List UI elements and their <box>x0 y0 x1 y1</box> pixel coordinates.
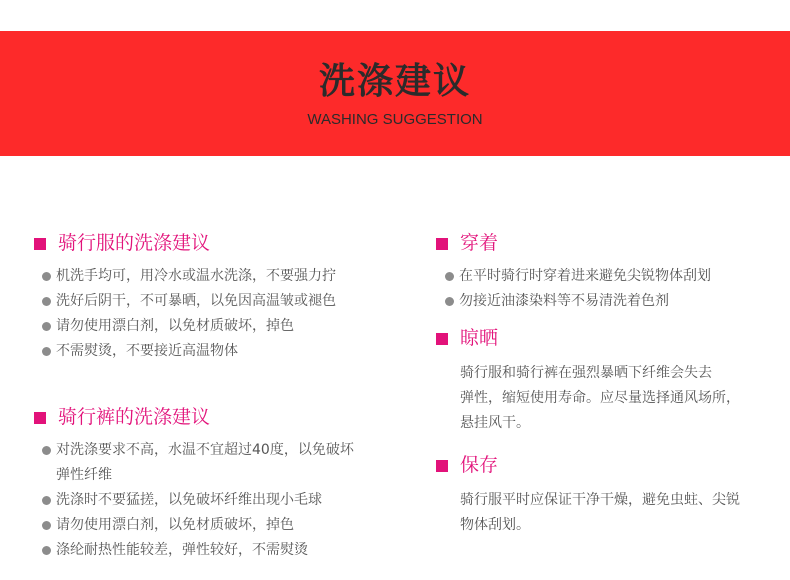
drying-line: 弹性，缩短使用寿命。应尽量选择通风场所， <box>460 390 740 406</box>
bullet-dot-icon <box>42 297 51 306</box>
square-bullet-icon <box>34 412 46 424</box>
bullet-dot-icon <box>42 347 51 356</box>
bullet-dot-icon <box>42 496 51 505</box>
bullet-dot-icon <box>42 272 51 281</box>
square-bullet-icon <box>34 238 46 250</box>
square-bullet-icon <box>436 333 448 345</box>
bullet-dot-icon <box>445 272 454 281</box>
drying-line: 骑行服和骑行裤在强烈暴晒下纤维会失去 <box>460 365 712 381</box>
storage-line: 骑行服平时应保证干净干燥，避免虫蛀、尖锐 <box>460 492 740 508</box>
page-subtitle: WASHING SUGGESTION <box>307 111 483 128</box>
bullet-dot-icon <box>42 322 51 331</box>
bullet-dot-icon <box>42 446 51 455</box>
page-title: 洗涤建议 <box>318 61 471 102</box>
storage-line: 物体刮划。 <box>460 517 530 533</box>
drying-line: 悬挂风干。 <box>460 415 530 431</box>
bullet-dot-icon <box>42 546 51 555</box>
bullet-dot-icon <box>445 297 454 306</box>
bullet-dot-icon <box>42 521 51 530</box>
square-bullet-icon <box>436 460 448 472</box>
square-bullet-icon <box>436 238 448 250</box>
